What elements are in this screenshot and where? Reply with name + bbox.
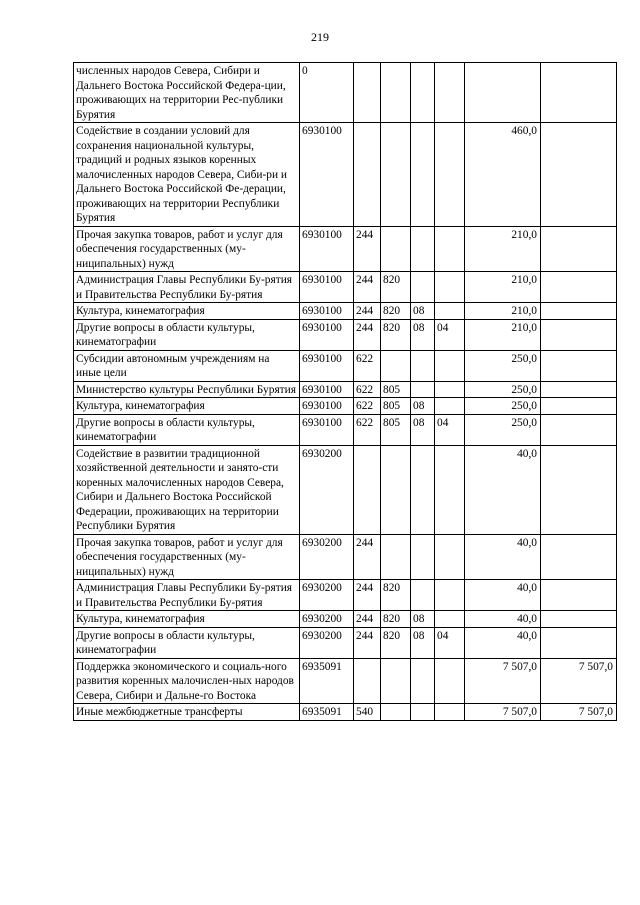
expense-type-cell: 622 <box>354 398 381 415</box>
subsection-cell <box>435 226 465 272</box>
administrator-cell <box>381 534 411 580</box>
amount-federal-cell <box>541 445 617 534</box>
target-article-cell: 6930100 <box>300 272 354 303</box>
amount-federal-cell <box>541 63 617 123</box>
expense-type-cell: 540 <box>354 704 381 721</box>
administrator-cell: 820 <box>381 627 411 658</box>
amount-cell: 7 507,0 <box>465 658 541 704</box>
target-article-cell: 6930200 <box>300 534 354 580</box>
section-cell <box>411 534 435 580</box>
page-number: 219 <box>311 30 329 44</box>
administrator-cell <box>381 658 411 704</box>
row-name-cell: Другие вопросы в области культуры, кинематографии <box>74 319 300 350</box>
amount-cell: 210,0 <box>465 303 541 320</box>
target-article-cell: 6930100 <box>300 303 354 320</box>
section-cell: 08 <box>411 611 435 628</box>
amount-federal-cell <box>541 303 617 320</box>
target-article-cell: 0 <box>300 63 354 123</box>
expense-type-cell: 244 <box>354 319 381 350</box>
target-article-cell: 6930200 <box>300 580 354 611</box>
row-name-cell: Прочая закупка товаров, работ и услуг для обеспечения государственных (му-ниципальных) нужд <box>74 534 300 580</box>
row-name-cell: Поддержка экономического и социаль-ного развития коренных малочислен-ных народов Севера, Сибири и Дальне-го Востока <box>74 658 300 704</box>
administrator-cell <box>381 704 411 721</box>
expense-type-cell: 244 <box>354 611 381 628</box>
section-cell: 08 <box>411 319 435 350</box>
expense-type-cell: 622 <box>354 381 381 398</box>
section-cell <box>411 123 435 227</box>
amount-cell: 250,0 <box>465 414 541 445</box>
subsection-cell <box>435 534 465 580</box>
administrator-cell <box>381 350 411 381</box>
table-row <box>74 445 617 534</box>
section-cell: 08 <box>411 303 435 320</box>
table-row <box>74 580 617 611</box>
amount-federal-cell <box>541 398 617 415</box>
table-row <box>74 272 617 303</box>
section-cell: 08 <box>411 627 435 658</box>
section-cell: 08 <box>411 414 435 445</box>
row-name-cell: Субсидии автономным учреждениям на иные цели <box>74 350 300 381</box>
expense-type-cell: 622 <box>354 414 381 445</box>
amount-federal-cell <box>541 627 617 658</box>
amount-cell: 460,0 <box>465 123 541 227</box>
administrator-cell: 805 <box>381 414 411 445</box>
expense-type-cell: 244 <box>354 580 381 611</box>
expense-type-cell <box>354 63 381 123</box>
row-name-cell: Другие вопросы в области культуры, кинематографии <box>74 414 300 445</box>
amount-federal-cell <box>541 226 617 272</box>
table-row <box>74 658 617 704</box>
subsection-cell <box>435 123 465 227</box>
table-row <box>74 704 617 721</box>
subsection-cell: 04 <box>435 627 465 658</box>
amount-cell: 210,0 <box>465 319 541 350</box>
target-article-cell: 6930200 <box>300 611 354 628</box>
row-name-cell: Иные межбюджетные трансферты <box>74 704 300 721</box>
subsection-cell <box>435 63 465 123</box>
amount-federal-cell <box>541 580 617 611</box>
expense-type-cell: 244 <box>354 627 381 658</box>
row-name-cell: Министерство культуры Республики Бурятия <box>74 381 300 398</box>
table-row <box>74 398 617 415</box>
administrator-cell <box>381 445 411 534</box>
amount-federal-cell <box>541 123 617 227</box>
subsection-cell: 04 <box>435 319 465 350</box>
amount-federal-cell <box>541 611 617 628</box>
amount-cell: 210,0 <box>465 272 541 303</box>
amount-federal-cell <box>541 319 617 350</box>
amount-federal-cell <box>541 381 617 398</box>
section-cell <box>411 272 435 303</box>
section-cell <box>411 658 435 704</box>
subsection-cell <box>435 580 465 611</box>
target-article-cell: 6935091 <box>300 704 354 721</box>
subsection-cell <box>435 350 465 381</box>
target-article-cell: 6930100 <box>300 414 354 445</box>
table-row <box>74 123 617 227</box>
administrator-cell: 820 <box>381 272 411 303</box>
administrator-cell: 805 <box>381 381 411 398</box>
administrator-cell: 820 <box>381 303 411 320</box>
row-name-cell: численных народов Севера, Сибири и Дальнего Востока Российской Федера-ции, проживающих на территории Рес-публики Бурятия <box>74 63 300 123</box>
administrator-cell <box>381 123 411 227</box>
administrator-cell: 820 <box>381 319 411 350</box>
administrator-cell: 805 <box>381 398 411 415</box>
amount-cell: 250,0 <box>465 381 541 398</box>
table-row <box>74 611 617 628</box>
amount-cell: 250,0 <box>465 398 541 415</box>
subsection-cell <box>435 704 465 721</box>
table-row <box>74 303 617 320</box>
section-cell <box>411 580 435 611</box>
subsection-cell <box>435 445 465 534</box>
expense-type-cell <box>354 445 381 534</box>
amount-cell <box>465 63 541 123</box>
amount-cell: 40,0 <box>465 580 541 611</box>
subsection-cell <box>435 398 465 415</box>
section-cell <box>411 63 435 123</box>
section-cell <box>411 445 435 534</box>
amount-cell: 250,0 <box>465 350 541 381</box>
amount-cell: 40,0 <box>465 445 541 534</box>
row-name-cell: Администрация Главы Республики Бу-рятия и Правительства Республики Бу-рятия <box>74 272 300 303</box>
target-article-cell: 6930200 <box>300 627 354 658</box>
administrator-cell: 820 <box>381 580 411 611</box>
amount-cell: 7 507,0 <box>465 704 541 721</box>
row-name-cell: Содействие в развитии традиционной хозяйственной деятельности и занято-сти коренных малочисленных народов Севера, Сибири и Дальнего Востока Российской Федерации, проживающих на территории Республики Бурятия <box>74 445 300 534</box>
table-row <box>74 226 617 272</box>
section-cell <box>411 226 435 272</box>
subsection-cell <box>435 272 465 303</box>
table-row <box>74 350 617 381</box>
target-article-cell: 6935091 <box>300 658 354 704</box>
row-name-cell: Другие вопросы в области культуры, кинематографии <box>74 627 300 658</box>
target-article-cell: 6930100 <box>300 123 354 227</box>
expense-type-cell: 622 <box>354 350 381 381</box>
target-article-cell: 6930100 <box>300 398 354 415</box>
amount-cell: 40,0 <box>465 534 541 580</box>
amount-cell: 40,0 <box>465 611 541 628</box>
target-article-cell: 6930100 <box>300 350 354 381</box>
amount-federal-cell <box>541 350 617 381</box>
section-cell <box>411 350 435 381</box>
administrator-cell <box>381 226 411 272</box>
expense-type-cell: 244 <box>354 226 381 272</box>
row-name-cell: Содействие в создании условий для сохранения национальной культуры, традиций и родных языков коренных малочисленных народов Севера, Сиби-ри и Дальнего Востока Российской Фе-дерации, проживающих на территории Республики Бурятия <box>74 123 300 227</box>
row-name-cell: Культура, кинематография <box>74 611 300 628</box>
administrator-cell <box>381 63 411 123</box>
expense-type-cell: 244 <box>354 534 381 580</box>
subsection-cell <box>435 381 465 398</box>
table-row <box>74 627 617 658</box>
amount-federal-cell: 7 507,0 <box>541 704 617 721</box>
row-name-cell: Культура, кинематография <box>74 398 300 415</box>
administrator-cell: 820 <box>381 611 411 628</box>
table-row <box>74 63 617 123</box>
row-name-cell: Администрация Главы Республики Бу-рятия и Правительства Республики Бу-рятия <box>74 580 300 611</box>
expense-type-cell: 244 <box>354 272 381 303</box>
expense-type-cell <box>354 658 381 704</box>
target-article-cell: 6930200 <box>300 445 354 534</box>
amount-cell: 40,0 <box>465 627 541 658</box>
amount-cell: 210,0 <box>465 226 541 272</box>
target-article-cell: 6930100 <box>300 226 354 272</box>
row-name-cell: Культура, кинематография <box>74 303 300 320</box>
amount-federal-cell: 7 507,0 <box>541 658 617 704</box>
subsection-cell <box>435 611 465 628</box>
expense-type-cell: 244 <box>354 303 381 320</box>
table-row <box>74 319 617 350</box>
section-cell <box>411 381 435 398</box>
section-cell: 08 <box>411 398 435 415</box>
subsection-cell: 04 <box>435 414 465 445</box>
subsection-cell <box>435 303 465 320</box>
target-article-cell: 6930100 <box>300 381 354 398</box>
target-article-cell: 6930100 <box>300 319 354 350</box>
section-cell <box>411 704 435 721</box>
table-row <box>74 414 617 445</box>
subsection-cell <box>435 658 465 704</box>
table-row <box>74 534 617 580</box>
amount-federal-cell <box>541 534 617 580</box>
expense-type-cell <box>354 123 381 227</box>
budget-table <box>73 62 617 721</box>
table-row <box>74 381 617 398</box>
amount-federal-cell <box>541 272 617 303</box>
amount-federal-cell <box>541 414 617 445</box>
row-name-cell: Прочая закупка товаров, работ и услуг для обеспечения государственных (му-ниципальных) нужд <box>74 226 300 272</box>
